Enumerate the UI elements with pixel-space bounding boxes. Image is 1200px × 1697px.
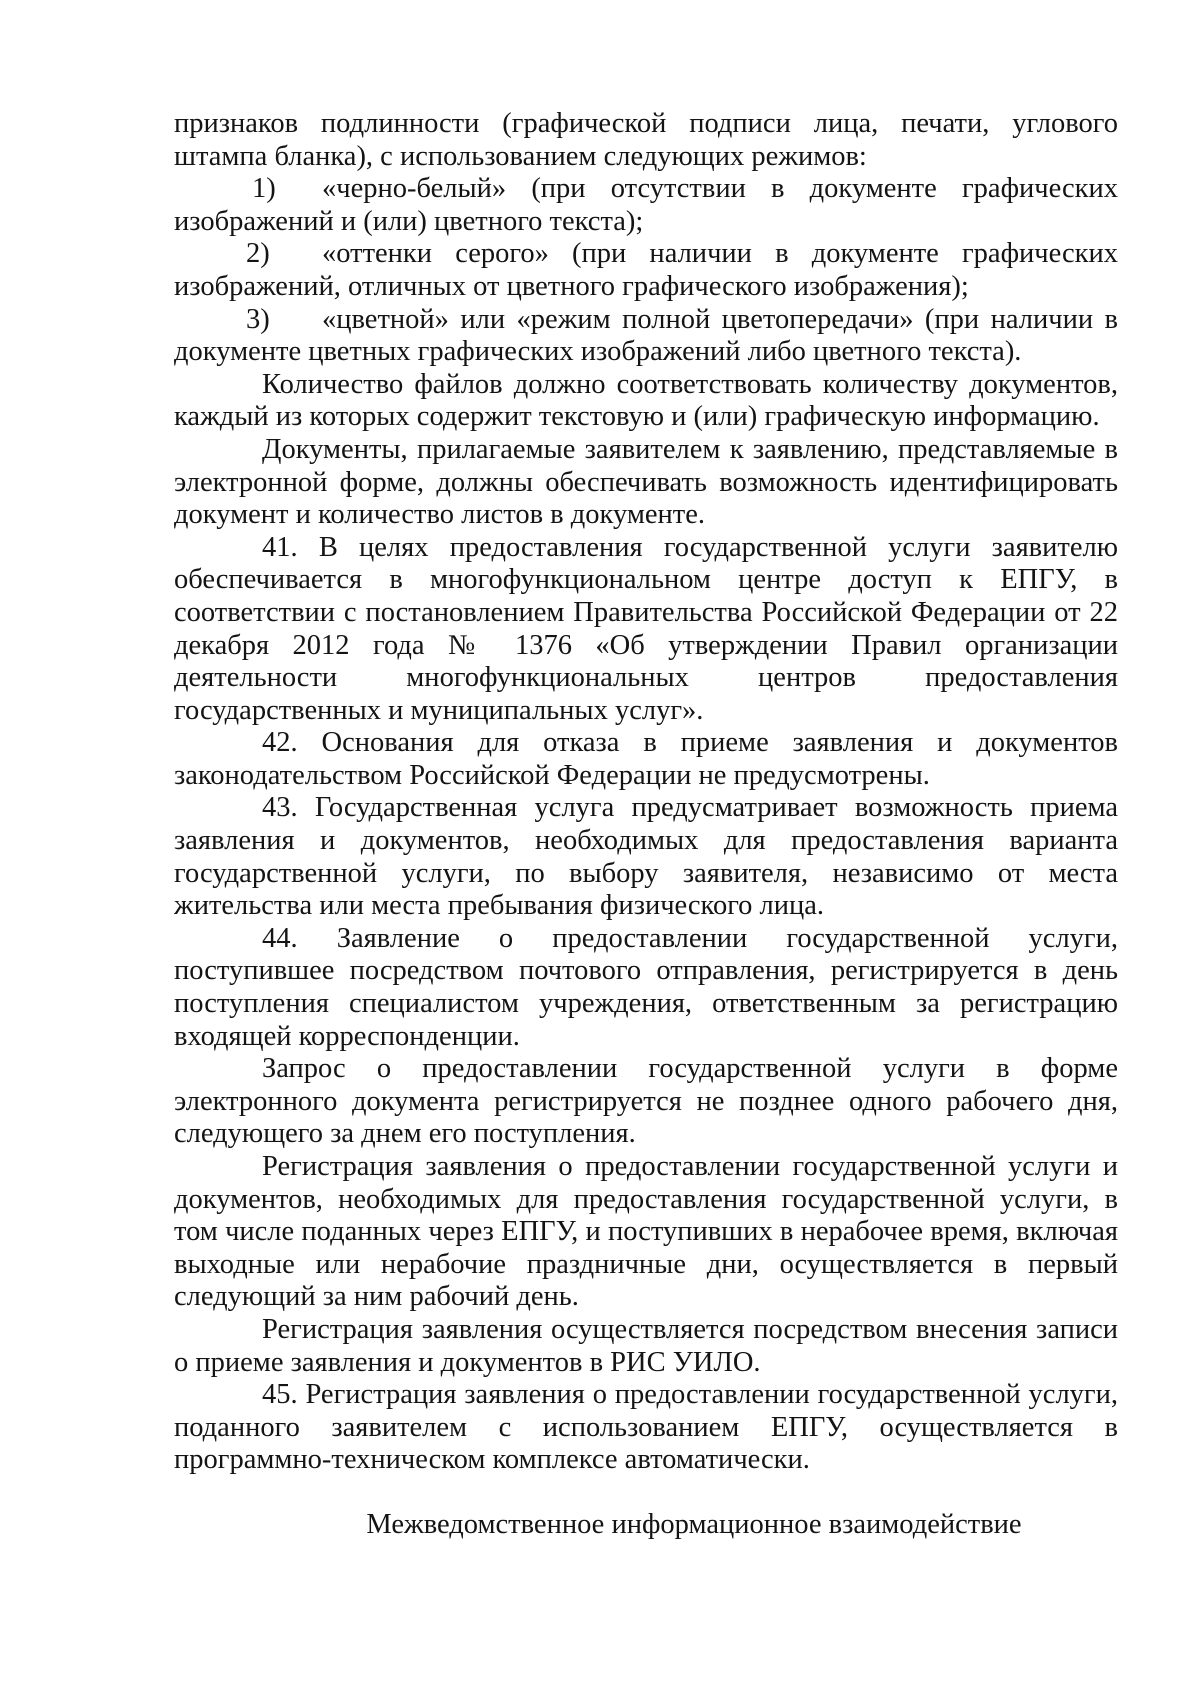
paragraph-registration-record: Регистрация заявления осуществляется посредством внесения записи о приеме заявления и документов в РИС УИЛО. bbox=[174, 1313, 1118, 1378]
paragraph-clause-44: 44. Заявление о предоставлении государственной услуги, поступившее посредством почтового отправления, регистрируется в день поступления специалистом учреждения, ответственным за регистрацию входящей корреспонденции. bbox=[174, 922, 1118, 1052]
paragraph-authenticity-modes: признаков подлинности (графической подписи лица, печати, углового штампа бланка), с использованием следующих режимов: bbox=[174, 108, 1118, 172]
paragraph-clause-42: 42. Основания для отказа в приеме заявления и документов законодательством Российской Федерации не предусмотрены. bbox=[174, 727, 1118, 791]
list-item-number: 3) bbox=[246, 303, 270, 335]
paragraph-clause-43: 43. Государственная услуга предусматривает возможность приема заявления и документов, необходимых для предоставления варианта государственной услуги, по выбору заявителя, независимо от места жительства или места пребывания физического лица. bbox=[174, 792, 1118, 922]
list-item-text: «оттенки серого» (при наличии в документе графических изображений, отличных от цветного графического изображения); bbox=[174, 238, 1118, 302]
list-item-color bbox=[174, 304, 1118, 369]
paragraph-clause-45: 45. Регистрация заявления о предоставлении государственной услуги, поданного заявителем с использованием ЕПГУ, осуществляется в программно-техническом комплексе автоматически. bbox=[174, 1379, 1118, 1476]
paragraph-electronic-documents: Документы, прилагаемые заявителем к заявлению, представляемые в электронной форме, должны обеспечивать возможность идентифицировать документ и количество листов в документе. bbox=[174, 433, 1118, 531]
list-item-number: 1) bbox=[252, 173, 276, 205]
paragraph-electronic-request: Запрос о предоставлении государственной услуги в форме электронного документа регистрируется не позднее одного рабочего дня, следующего за днем его поступления. bbox=[174, 1053, 1118, 1150]
paragraph-registration-timing: Регистрация заявления о предоставлении государственной услуги и документов, необходимых для предоставления государственной услуги, в том числе поданных через ЕПГУ, и поступивших в нерабочее время, включая выходные или нерабочие праздничные дни, осуществляется в первый следующий за ним рабочий день. bbox=[174, 1151, 1118, 1313]
list-item-grayscale bbox=[174, 238, 1118, 303]
paragraph-clause-41: 41. В целях предоставления государственной услуги заявителю обеспечивается в многофункциональном центре доступ к ЕПГУ, в соответствии с постановлением Правительства Российской Федерации от 22 декабря 2012 года № 1376 «Об утверждении Правил организации деятельности многофункциональных центров предоставления государственных и муниципальных услуг». bbox=[174, 531, 1118, 726]
section-heading: Межведомственное информационное взаимодействие bbox=[366, 1508, 1022, 1540]
paragraph-file-count: Количество файлов должно соответствовать количеству документов, каждый из которых содержит текстовую и (или) графическую информацию. bbox=[174, 368, 1118, 433]
document-page bbox=[174, 108, 1118, 1542]
list-item-black-white bbox=[174, 173, 1118, 238]
list-item-number: 2) bbox=[246, 238, 270, 270]
list-item-text: «черно-белый» (при отсутствии в документе графических изображений и (или) цветного текста); bbox=[174, 173, 1118, 237]
list-item-text: «цветной» или «режим полной цветопередачи» (при наличии в документе цветных графических изображений либо цветного текста). bbox=[174, 303, 1118, 368]
